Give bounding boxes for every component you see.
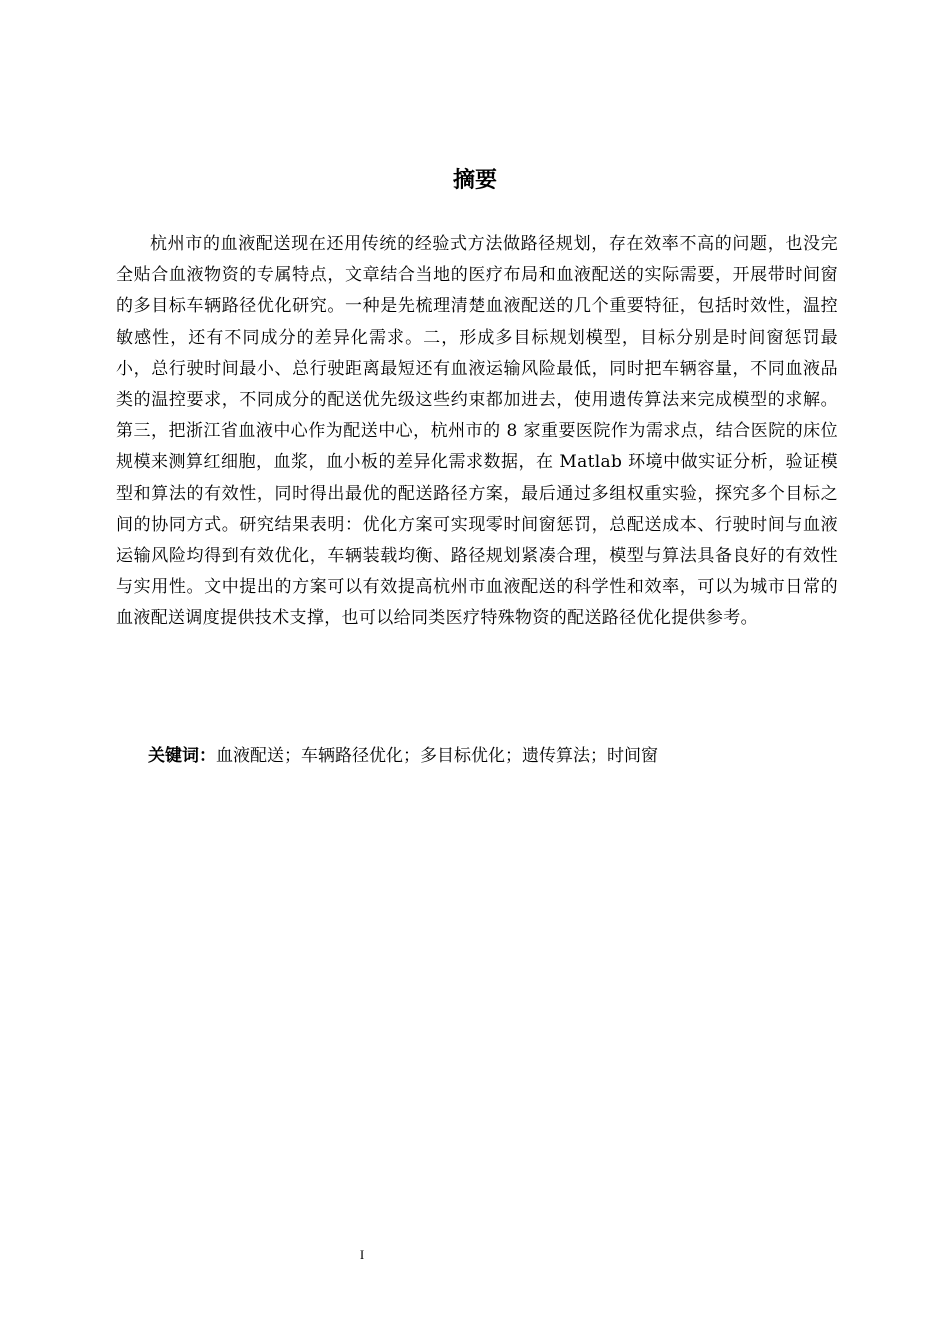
keywords-label: 关键词： [148, 746, 216, 766]
abstract-title: 摘要 [452, 168, 497, 193]
page-number: I [359, 1247, 365, 1262]
abstract-body: 杭州市的血液配送现在还用传统的经验式方法做路径规划，存在效率不高的问题，也没完全贴合血液物资的专属特点，文章结合当地的医疗布局和血液配送的实际需要，开展带时间窗的多目标车辆路径优化研究。一种是先梳理清楚血液配送的几个重要特征，包括时效性，温控敏感性，还有不同成分的差异化需求。二，形成多目标规划模型，目标分别是时间窗惩罚最小，总行驶时间最小、总行驶距离最短还有血液运输风险最低，同时把车辆容量，不同血液品类的温控要求，不同成分的配送优先级这些约束都加进去，使用遗传算法来完成模型的求解。第三，把浙江省血液中心作为配送中心，杭州市的 8 家重要医院作为需求点，结合医院的床位规模来测算红细胞，血浆，血小板的差异化需求数据，在 Matlab 环境中做实证分析，验证模型和算法的有效性，同时得出最优的配送路径方案，最后通过多组权重实验，探究多个目标之间的协同方式。研究结果表明：优化方案可实现零时间窗惩罚，总配送成本、行驶时间与血液运输风险均得到有效优化，车辆装载均衡、路径规划紧凑合理，模型与算法具备良好的有效性与实用性。文中提出的方案可以有效提高杭州市血液配送的科学性和效率，可以为城市日常的血液配送调度提供技术支撑，也可以给同类医疗特殊物资的配送路径优化提供参考。 [116, 234, 838, 629]
keywords-list: 血液配送；车辆路径优化；多目标优化；遗传算法；时间窗 [216, 746, 658, 766]
keywords-line [148, 741, 838, 771]
